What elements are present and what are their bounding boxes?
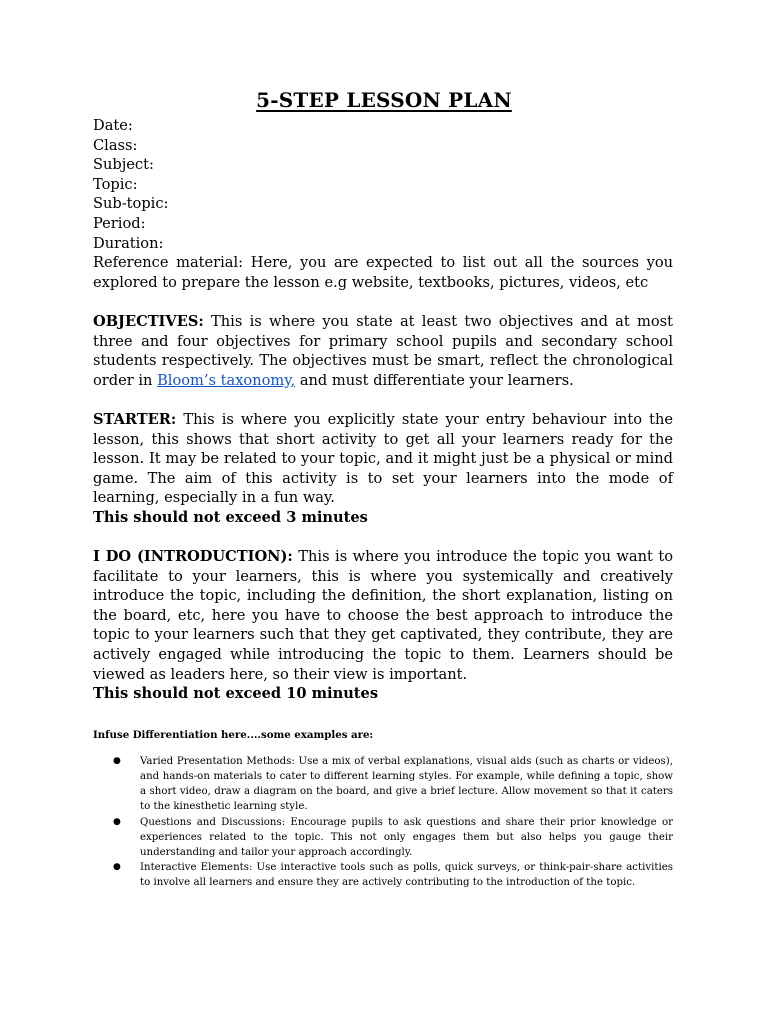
field-period: Period: xyxy=(93,214,146,232)
bullet-icon: ● xyxy=(113,816,121,827)
spacer xyxy=(93,292,673,312)
objectives-text: This is where you state at least two objectives and at most three and four objectives for primary school pupils and secondary school students respectively. The objectives must be smart, reflect the chronological order in xyxy=(93,312,673,389)
field-date: Date: xyxy=(93,117,133,134)
starter-section xyxy=(93,410,673,508)
list-item-text: Questions and Discussions: Encourage pupils to ask questions and share their prior knowledge or experiences related to the topic. This not only engages them but also helps you gauge their understanding and tailor your approach accordingly. xyxy=(140,816,673,859)
differentiation-heading: Infuse Differentiation here....some examples are: xyxy=(93,728,374,741)
lesson-plan-body xyxy=(93,116,673,891)
starter-label: STARTER: xyxy=(93,410,177,428)
field-topic: Topic: xyxy=(93,175,138,193)
objectives-section xyxy=(93,312,673,390)
list-item-text: Varied Presentation Methods: Use a mix of verbal explanations, visual aids (such as charts or videos), and hands-on materials to cater to different learning styles. For example, while defining a topic, show a short video, draw a diagram on the board, and give a brief lecture. Allow movement so that it caters to the kinesthetic learning style. xyxy=(140,755,673,813)
page-title: 5-STEP LESSON PLAN xyxy=(256,88,512,112)
field-sub-topic: Sub-topic: xyxy=(93,195,169,213)
list-item xyxy=(113,860,673,890)
starter-time-note: This should not exceed 3 minutes xyxy=(93,508,368,526)
spacer xyxy=(93,390,673,410)
starter-text: This is where you explicitly state your entry behaviour into the lesson, this shows that short activity to get all your learners ready for the lesson. It may be related to your topic, and it might just be a physical or mind game. The aim of this activity is to set your learners into the mode of learning, especially in a fun way. xyxy=(93,410,673,507)
reference-material: Reference material: Here, you are expected to list out all the sources you explored to prepare the lesson e.g website, textbooks, pictures, videos, etc xyxy=(93,254,673,291)
bullet-icon: ● xyxy=(113,755,121,766)
bullet-icon: ● xyxy=(113,862,121,873)
spacer xyxy=(93,527,673,547)
field-duration: Duration: xyxy=(93,234,164,252)
objectives-label: OBJECTIVES: xyxy=(93,312,204,330)
list-item xyxy=(113,754,673,815)
i-do-text: This is where you introduce the topic you want to facilitate to your learners, this is where you systemically and creatively introduce the topic, including the definition, the short explanation, listing on the board, etc, here you have to choose the best approach to introduce the topic to your learners such that they get captivated, they contribute, they are actively engaged while introducing the topic to them. Learners should be viewed as leaders here, so their view is important. xyxy=(93,548,674,683)
field-class: Class: xyxy=(93,136,138,154)
list-item-text: Interactive Elements: Use interactive tools such as polls, quick surveys, or think-pair-share activities to involve all learners and ensure they are actively contributing to the introduction of the topic. xyxy=(140,862,673,889)
i-do-label: I DO (INTRODUCTION): xyxy=(93,548,293,566)
field-subject: Subject: xyxy=(93,156,154,174)
i-do-section xyxy=(93,547,673,684)
blooms-taxonomy-link[interactable]: Bloom’s taxonomy, xyxy=(157,371,296,389)
i-do-time-note: This should not exceed 10 minutes xyxy=(93,685,379,703)
list-item xyxy=(113,815,673,861)
objectives-text-end: and must differentiate your learners. xyxy=(295,371,574,389)
differentiation-list xyxy=(93,754,673,891)
